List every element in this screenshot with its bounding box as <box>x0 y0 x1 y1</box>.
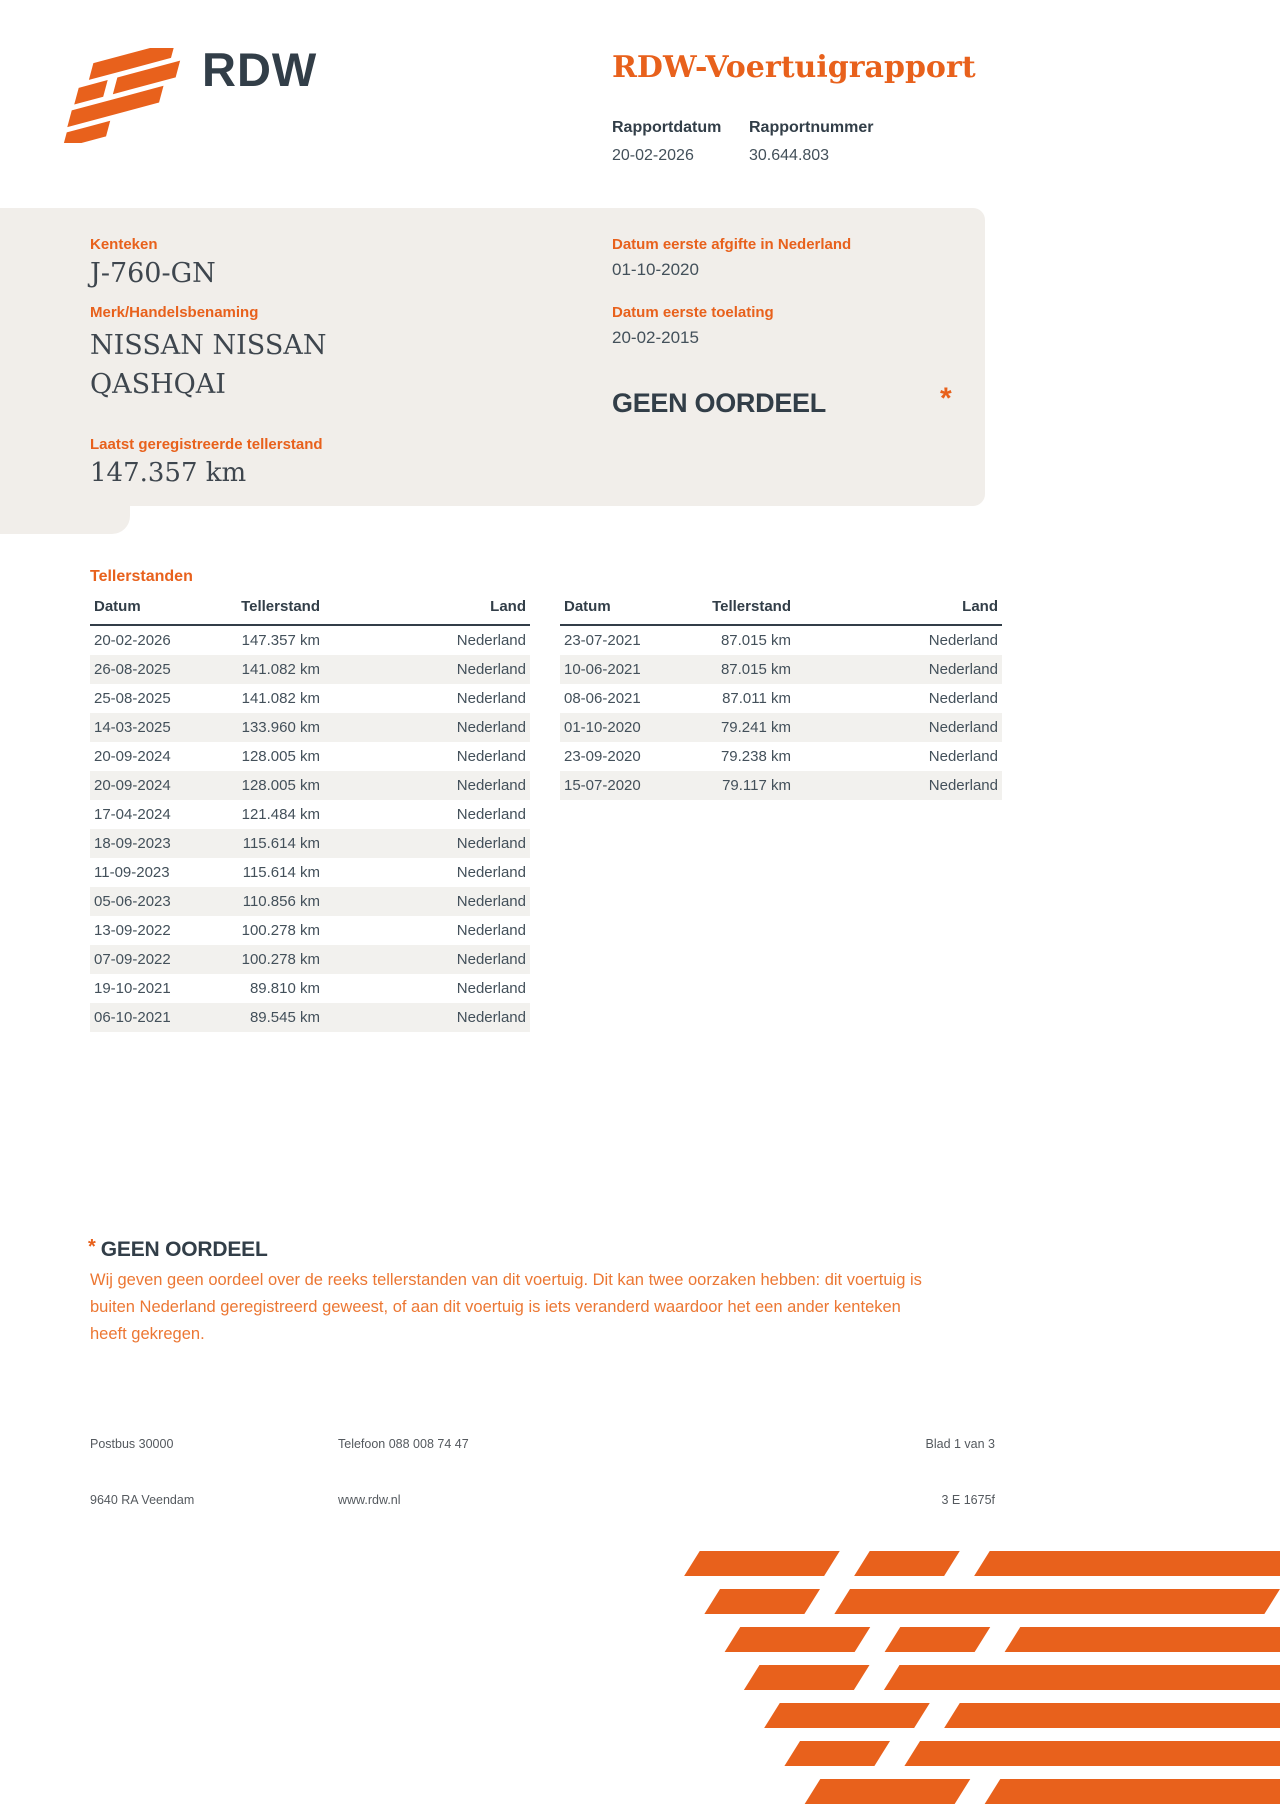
row-date: 17-04-2024 <box>94 806 171 823</box>
vehicle-summary-panel <box>0 208 985 506</box>
tellerstand-value: 147.357 km <box>90 458 247 488</box>
row-date: 10-06-2021 <box>564 661 641 678</box>
row-odometer: 100.278 km <box>241 951 320 968</box>
column-header-land: Land <box>795 594 1002 625</box>
report-number-value: 30.644.803 <box>749 147 830 164</box>
row-country: Nederland <box>456 980 526 997</box>
row-odometer: 79.117 km <box>722 777 791 794</box>
row-date: 07-09-2022 <box>94 951 171 968</box>
kenteken-value: J-760-GN <box>90 258 216 289</box>
row-odometer: 115.614 km <box>242 864 320 881</box>
merk-value: NISSAN NISSAN QASHQAI <box>90 330 327 401</box>
row-odometer: 128.005 km <box>241 777 320 794</box>
table-row <box>560 625 1002 655</box>
column-header-datum: Datum <box>90 594 222 625</box>
rdw-logo-wordmark: RDW <box>202 43 318 96</box>
odometer-table-right <box>560 594 1002 800</box>
row-date: 08-06-2021 <box>564 690 641 707</box>
table-row <box>90 742 530 771</box>
row-country: Nederland <box>456 777 526 794</box>
row-country: Nederland <box>456 1009 526 1026</box>
footnote-asterisk: * <box>88 1236 96 1258</box>
row-country: Nederland <box>928 661 998 678</box>
row-country: Nederland <box>456 719 526 736</box>
table-row <box>90 916 530 945</box>
report-date-label: Rapportdatum <box>612 119 722 136</box>
page-title: RDW-Voertuigrapport <box>612 50 976 85</box>
oordeel-status: GEEN OORDEEL <box>612 388 826 418</box>
row-date: 13-09-2022 <box>94 922 171 939</box>
panel-tab-shape <box>0 506 130 534</box>
odometer-table-left <box>90 594 530 1032</box>
row-date: 05-06-2023 <box>94 893 171 910</box>
row-country: Nederland <box>456 922 526 939</box>
tellerstand-label: Laatst geregistreerde tellerstand <box>90 436 323 453</box>
row-date: 15-07-2020 <box>564 777 641 794</box>
table-row <box>90 655 530 684</box>
row-country: Nederland <box>456 690 526 707</box>
column-header-datum: Datum <box>560 594 695 625</box>
row-date: 01-10-2020 <box>564 719 641 736</box>
row-date: 25-08-2025 <box>94 690 171 707</box>
footnote-text: Wij geven geen oordeel over de reeks tellerstanden van dit voertuig. Dit kan twee oorzaken hebben: dit voertuig is buiten Nederland geregistreerd geweest, of aan dit voertuig is iets veranderd waardoor het een ander kenteken heeft gekregen. <box>90 1271 922 1344</box>
table-header-row <box>560 594 1002 625</box>
row-country: Nederland <box>928 632 998 649</box>
row-date: 26-08-2025 <box>94 661 171 678</box>
tellerstanden-section-title: Tellerstanden <box>90 568 193 585</box>
row-date: 23-09-2020 <box>564 748 641 765</box>
row-odometer: 79.238 km <box>720 748 791 765</box>
footer-page-number: Blad 1 van 3 <box>925 1437 995 1451</box>
footer-address-line2: 9640 RA Veendam <box>90 1493 195 1507</box>
table-row <box>90 800 530 829</box>
row-date: 20-02-2026 <box>94 632 171 649</box>
report-date-value: 20-02-2026 <box>612 147 694 164</box>
table-row <box>90 713 530 742</box>
row-country: Nederland <box>928 777 998 794</box>
table-row <box>90 887 530 916</box>
row-odometer: 89.545 km <box>249 1009 320 1026</box>
table-row <box>90 1003 530 1032</box>
table-row <box>560 742 1002 771</box>
merk-label: Merk/Handelsbenaming <box>90 304 259 321</box>
table-header-row <box>90 594 530 625</box>
table-row <box>560 655 1002 684</box>
row-date: 20-09-2024 <box>94 748 171 765</box>
row-country: Nederland <box>456 864 526 881</box>
row-country: Nederland <box>456 748 526 765</box>
row-date: 14-03-2025 <box>94 719 171 736</box>
row-date: 11-09-2023 <box>94 864 170 881</box>
row-country: Nederland <box>456 632 526 649</box>
row-country: Nederland <box>456 893 526 910</box>
row-odometer: 147.357 km <box>241 632 320 649</box>
table-row <box>560 771 1002 800</box>
footer-form-code: 3 E 1675f <box>941 1493 995 1507</box>
row-country: Nederland <box>456 806 526 823</box>
footer-address-line1: Postbus 30000 <box>90 1437 174 1451</box>
row-country: Nederland <box>456 661 526 678</box>
row-odometer: 87.015 km <box>720 632 791 649</box>
footnote-heading <box>88 1236 268 1262</box>
toelating-value: 20-02-2015 <box>612 328 699 347</box>
row-date: 19-10-2021 <box>94 980 171 997</box>
row-odometer: 121.484 km <box>241 806 320 823</box>
row-odometer: 141.082 km <box>241 661 320 678</box>
row-odometer: 110.856 km <box>242 893 320 910</box>
footer-website: www.rdw.nl <box>338 1493 401 1507</box>
row-odometer: 128.005 km <box>241 748 320 765</box>
row-odometer: 89.810 km <box>249 980 320 997</box>
table-row <box>90 945 530 974</box>
toelating-label: Datum eerste toelating <box>612 304 774 321</box>
table-row <box>90 829 530 858</box>
column-header-tellerstand: Tellerstand <box>695 594 795 625</box>
afgifte-label: Datum eerste afgifte in Nederland <box>612 236 852 253</box>
row-country: Nederland <box>456 951 526 968</box>
row-country: Nederland <box>456 835 526 852</box>
row-odometer: 87.011 km <box>722 690 791 707</box>
afgifte-value: 01-10-2020 <box>612 260 699 279</box>
table-row <box>90 771 530 800</box>
row-odometer: 141.082 km <box>241 690 320 707</box>
report-number-label: Rapportnummer <box>749 119 874 136</box>
row-country: Nederland <box>928 719 998 736</box>
rdw-stripes-decoration <box>640 1549 1280 1811</box>
rdw-flag-logo-icon <box>48 48 198 143</box>
row-country: Nederland <box>928 748 998 765</box>
row-odometer: 100.278 km <box>241 922 320 939</box>
row-odometer: 87.015 km <box>720 661 791 678</box>
row-date: 20-09-2024 <box>94 777 171 794</box>
row-odometer: 133.960 km <box>241 719 320 736</box>
kenteken-label: Kenteken <box>90 236 158 253</box>
row-odometer: 79.241 km <box>720 719 791 736</box>
table-row <box>90 684 530 713</box>
footer-phone: Telefoon 088 008 74 47 <box>338 1437 469 1451</box>
row-country: Nederland <box>928 690 998 707</box>
table-row <box>90 858 530 887</box>
table-row <box>90 625 530 655</box>
column-header-tellerstand: Tellerstand <box>222 594 324 625</box>
row-date: 06-10-2021 <box>94 1009 171 1026</box>
row-odometer: 115.614 km <box>242 835 320 852</box>
table-row <box>90 974 530 1003</box>
table-row <box>560 684 1002 713</box>
row-date: 23-07-2021 <box>564 632 641 649</box>
footnote-title: GEEN OORDEEL <box>100 1238 268 1261</box>
row-date: 18-09-2023 <box>94 835 171 852</box>
column-header-land: Land <box>324 594 530 625</box>
table-row <box>560 713 1002 742</box>
oordeel-asterisk: * <box>940 382 952 415</box>
